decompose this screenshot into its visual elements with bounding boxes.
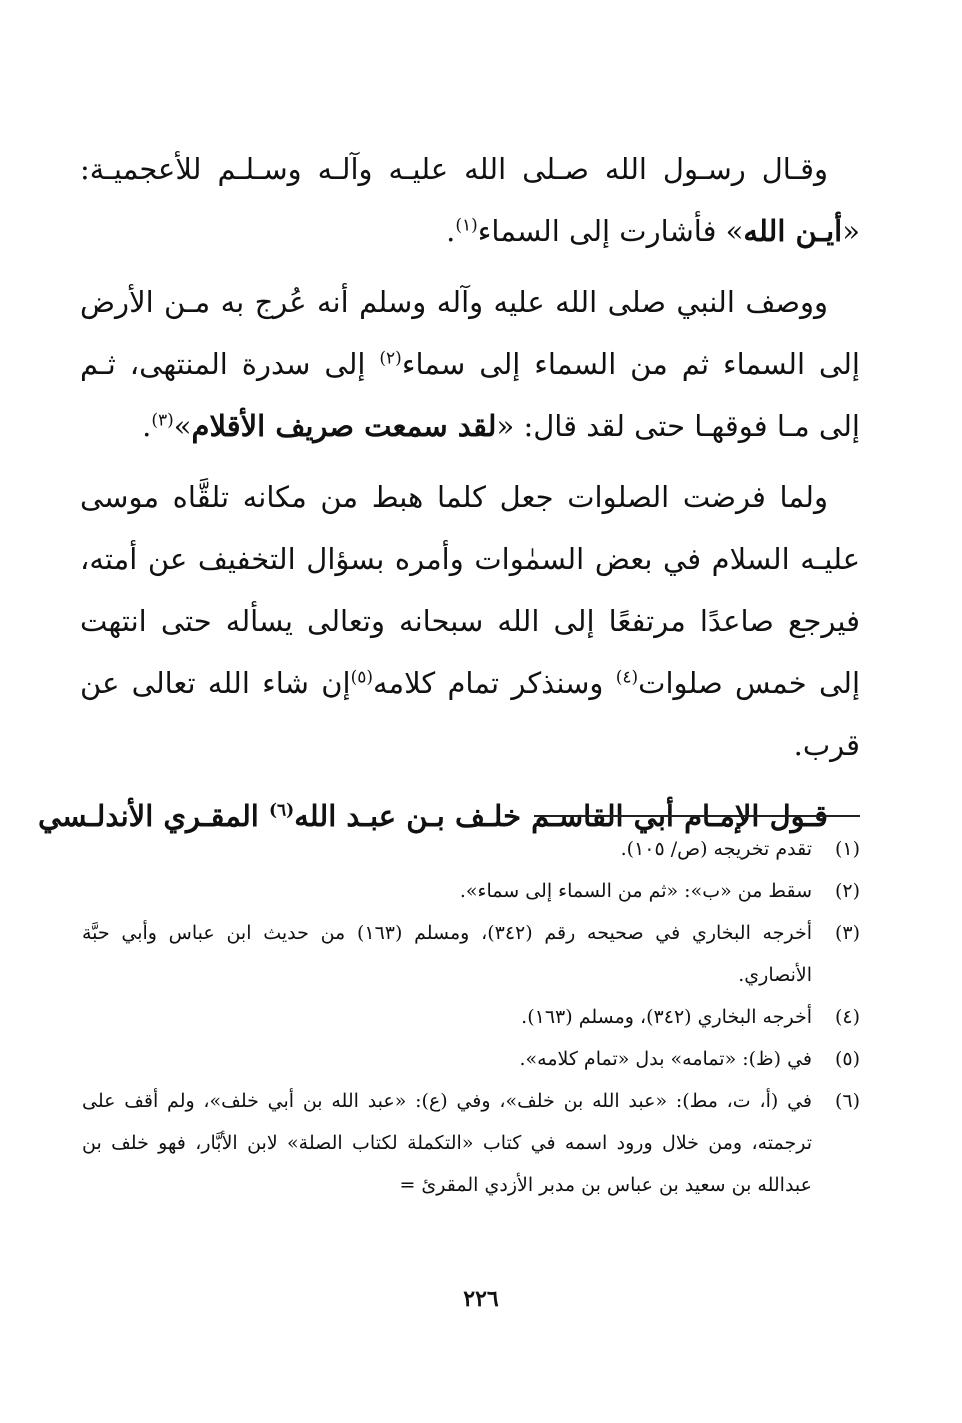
footnote-item — [82, 828, 860, 870]
footnote-number: (٤) — [834, 1006, 860, 1028]
footnote-ref[interactable]: (٥) — [350, 667, 373, 688]
footnote-number: (٥) — [834, 1048, 860, 1070]
paragraph-3 — [80, 466, 860, 776]
main-text — [37, 138, 861, 847]
footnote-number: (٢) — [834, 880, 860, 902]
footnote-ref[interactable]: (٦) — [268, 800, 295, 821]
footnote-text: تقدم تخريجه (ص/ ١٠٥). — [620, 838, 812, 860]
footnote-item — [82, 1038, 860, 1080]
text-span: ووصف النبي صلى الله عليه وآله وسلم أنه عُرج به مـن الأرض إلى السماء ثم من السماء إلى سماء — [80, 285, 860, 381]
text-span: وسنذكر تمام كلامه — [372, 666, 616, 700]
footnote-text: أخرجه البخاري (٣٤٢)، ومسلم (١٦٣). — [521, 1006, 812, 1028]
footnote-text: في (ظ): «تمامه» بدل «تمام كلامه». — [519, 1048, 812, 1070]
footnote-text: أخرجه البخاري في صحيحه رقم (٣٤٢)، ومسلم (١٦٣) من حديث ابن عباس وأبي حبَّة الأنصاري. — [82, 922, 813, 986]
text-span: وقـال رسـول الله صـلى الله عليـه وآلـه وسـلـم للأعجميـة: « — [80, 152, 860, 248]
text-span: . — [142, 409, 152, 443]
footnote-item — [82, 996, 860, 1038]
footnote-ref[interactable]: (٤) — [615, 667, 639, 688]
text-span: » فأشارت إلى السماء — [477, 214, 744, 248]
footnote-item — [82, 1080, 860, 1206]
footnote-ref[interactable]: (٣) — [151, 410, 174, 431]
paragraph-2 — [80, 271, 860, 457]
text-span: إن شاء الله تعالى عن قرب. — [80, 666, 860, 762]
heading-text: قـول الإمـام أبي القاسـم خلـف بـن عبـد الله — [294, 799, 828, 833]
footnotes — [82, 828, 860, 1206]
footnote-number: (٣) — [834, 922, 860, 944]
footnote-ref[interactable]: (١) — [455, 215, 478, 236]
footnote-text: في (أ، ت، مط): «عبد الله بن خلف»، وفي (ع): «عبد الله بن أبي خلف»، ولم أقف على ترجمته، ومن خلال ورود اسمه في كتاب «التكملة لكتاب الصلة» لابن الأبَّار، فهو خلف بن عبدالله بن سعيد بن عباس بن مدبر الأزدي المقرئ = — [82, 1090, 812, 1196]
page-number: ٢٢٦ — [463, 1286, 499, 1312]
footnote-text: سقط من «ب»: «ثم من السماء إلى سماء». — [459, 880, 812, 902]
footnote-item — [82, 912, 860, 996]
footnote-number: (٦) — [834, 1090, 860, 1112]
text-span: . — [446, 214, 456, 248]
footnote-divider — [534, 815, 860, 817]
footnote-item — [82, 870, 860, 912]
footnote-number: (١) — [834, 838, 860, 860]
quote-bold: أيـن الله — [743, 214, 843, 248]
heading-text: المقـري الأندلـسي — [37, 799, 269, 833]
quote-bold: لقد سمعت صريف الأقلام — [191, 409, 497, 443]
text-span: ولما فرضت الصلوات جعل كلما هبط من مكانه تلقَّاه موسى عليـه السلام في بعض السمٰوات وأمره بسؤال التخفيف عن أمته، فيرجع صاعدًا مرتفعًا إلى الله سبحانه وتعالى يسأله حتى انتهت إلى خمس صلوات — [80, 480, 861, 700]
text-span: » — [173, 409, 192, 443]
text-span: إلى سدرة المنتهى، ثـم إلى مـا فوقهـا حتى لقد قال: « — [80, 347, 860, 443]
paragraph-1 — [80, 138, 860, 262]
footnote-ref[interactable]: (٢) — [379, 348, 402, 369]
